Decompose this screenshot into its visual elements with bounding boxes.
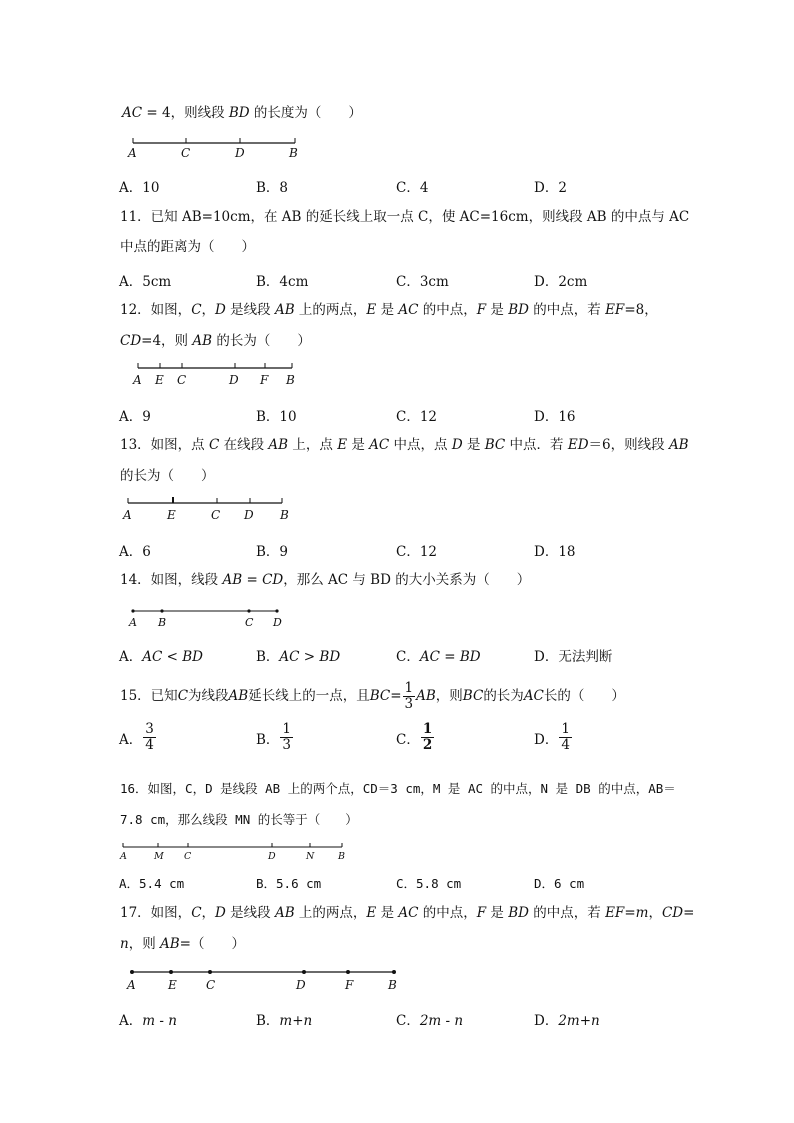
q11-line2: 中点的距离为（ ） — [120, 239, 255, 255]
q16-label-c: C — [184, 851, 192, 862]
q17-line1 — [120, 904, 694, 922]
q13-line2: 的长为（ ） — [120, 468, 215, 484]
q17-figure — [126, 966, 406, 994]
option-text: 2m - n — [419, 1013, 464, 1029]
q15-ab: AB — [228, 688, 249, 704]
text-run: 的中点， — [418, 905, 477, 921]
text-run: 17．如图， — [120, 905, 192, 921]
option-letter: A． — [119, 180, 143, 196]
q14-line1 — [120, 571, 530, 589]
option-letter: A． — [119, 274, 143, 290]
q16-figure — [120, 842, 350, 864]
text-run: 的中点，若 — [528, 905, 606, 921]
q11-option-a — [119, 270, 171, 290]
text-run: BD — [508, 905, 529, 921]
option-text: 6 cm — [554, 876, 585, 891]
text-run: BD — [228, 105, 250, 121]
option-letter: A． — [119, 876, 140, 891]
q16-label-d: D — [268, 851, 276, 862]
text-run: AC — [398, 302, 419, 318]
text-run: 是 — [486, 302, 509, 318]
q15-bc: BC — [369, 688, 391, 704]
q13-label-e: E — [167, 508, 176, 522]
q13-label-d: D — [244, 508, 254, 522]
text-run: ， — [648, 905, 662, 921]
q15-ab2: AB — [416, 688, 436, 704]
q17-label-f: F — [345, 978, 354, 992]
text-run: F — [476, 302, 487, 318]
text-run: C — [191, 905, 202, 921]
text-run: EF — [605, 905, 625, 921]
q16-label-b: B — [338, 851, 345, 862]
q10-label-d: D — [235, 146, 245, 160]
option-text: 10 — [142, 180, 160, 196]
q13-figure — [120, 496, 295, 524]
q17-label-e: E — [168, 978, 177, 992]
text-run: n — [120, 936, 129, 952]
text-run: 是线段 — [225, 302, 275, 318]
q11-option-d — [534, 270, 587, 290]
text-run: AB — [668, 437, 689, 453]
option-letter: D． — [534, 180, 559, 196]
q17-option-c — [396, 1009, 463, 1029]
text-run: D — [215, 905, 226, 921]
text-run: D — [451, 437, 463, 453]
option-letter: D． — [534, 649, 559, 665]
frac-num: 3 — [145, 721, 154, 737]
text-run: 中点．若 — [505, 437, 568, 453]
q16-option-c — [396, 874, 461, 892]
text-run: 上，点 — [288, 437, 338, 453]
text-run: AC — [122, 105, 143, 121]
q14-option-a — [119, 645, 203, 665]
q15-option-c — [396, 722, 435, 753]
text-run: AC — [369, 437, 390, 453]
text-run: AB — [222, 572, 243, 588]
q12-option-a — [119, 405, 151, 425]
text-run: = — [624, 905, 636, 921]
option-letter: A． — [119, 544, 143, 560]
q15-option-a — [119, 722, 157, 753]
q15-post3: 长的（ ） — [543, 688, 625, 704]
text-run: CD — [120, 333, 142, 349]
q14-label-d: D — [273, 616, 282, 629]
q12-option-c — [396, 405, 437, 425]
text-run: 上的两点， — [294, 905, 367, 921]
q10-label-c: C — [181, 146, 191, 160]
q16-line1: 16．如图，C，D 是线段 AB 上的两个点，CD＝3 cm，M 是 AC 的中点，N 是 DB 的中点，AB＝ — [120, 781, 676, 796]
q16-label-a: A — [120, 851, 127, 862]
q11-line1: 11．已知 AB=10cm，在 AB 的延长线上取一点 C，使 AC=16cm，则线段 AB 的中点与 AC — [120, 209, 690, 225]
q10-figure — [125, 136, 305, 160]
option-text: 18 — [558, 544, 576, 560]
text-run: 是 — [376, 905, 399, 921]
q15-c: C — [177, 688, 189, 704]
option-letter: C． — [396, 409, 420, 425]
option-text: 4 — [419, 180, 429, 196]
frac-num: 1 — [282, 721, 292, 737]
text-run: 中点，点 — [389, 437, 452, 453]
q14-figure — [128, 606, 288, 630]
option-letter: D． — [534, 409, 559, 425]
q17-option-b — [256, 1009, 312, 1029]
frac-den: 4 — [561, 737, 570, 753]
q12-option-b — [256, 405, 297, 425]
text-run: 的长度为（ ） — [249, 105, 362, 121]
option-letter: A． — [119, 409, 143, 425]
option-fraction — [143, 722, 156, 753]
q12-line2 — [120, 332, 311, 350]
text-run: 13．如图，点 — [120, 437, 209, 453]
text-run: CD — [661, 905, 684, 921]
q12-label-c: C — [177, 373, 187, 387]
text-run: AB — [274, 302, 295, 318]
option-text: 10 — [279, 409, 297, 425]
option-letter: B． — [256, 649, 280, 665]
option-letter: B． — [256, 731, 280, 748]
text-run: = — [683, 905, 695, 921]
text-run: = — [242, 572, 263, 588]
text-run: F — [476, 905, 487, 921]
q16-label-m: M — [154, 851, 164, 862]
q13-label-a: A — [123, 508, 132, 522]
option-text: 5cm — [142, 274, 172, 290]
option-fraction — [559, 722, 572, 753]
option-letter: B． — [256, 274, 280, 290]
q15-option-d — [534, 722, 573, 753]
text-run: C — [191, 302, 202, 318]
option-letter: B． — [256, 409, 280, 425]
option-letter: D． — [534, 876, 555, 891]
text-run: 的中点，若 — [528, 302, 606, 318]
option-text: 2cm — [558, 274, 588, 290]
q12-label-f: F — [260, 373, 269, 387]
option-letter: B． — [256, 1013, 280, 1029]
q14-option-d — [534, 645, 612, 665]
option-letter: B． — [256, 876, 277, 891]
text-run: E — [366, 302, 377, 318]
text-run: =4，则 — [141, 333, 193, 349]
q10-label-b: B — [289, 146, 298, 160]
text-run: 的长为（ ） — [212, 333, 311, 349]
q10-label-a: A — [128, 146, 137, 160]
frac-den: 2 — [422, 737, 433, 753]
frac-num: 1 — [561, 721, 570, 737]
q14-option-b — [256, 645, 340, 665]
option-letter: C． — [396, 544, 420, 560]
text-run: = 4，则线段 — [142, 105, 229, 121]
text-run: 14．如图，线段 — [120, 572, 223, 588]
q13-line1 — [120, 436, 689, 454]
q15-stem — [120, 679, 625, 713]
q15-pre: 15．已知 — [120, 688, 178, 704]
option-text: 5.4 cm — [139, 876, 185, 891]
text-run: 是 — [347, 437, 370, 453]
text-run: AC — [398, 905, 419, 921]
option-text: 无法判断 — [558, 649, 613, 665]
option-text: m - n — [142, 1013, 177, 1029]
q13-option-b — [256, 540, 288, 560]
option-letter: C． — [396, 274, 420, 290]
text-run: 是 — [376, 302, 399, 318]
text-run: CD — [262, 572, 284, 588]
q13-label-b: B — [280, 508, 289, 522]
text-run: E — [337, 437, 348, 453]
text-run: 是 — [462, 437, 485, 453]
q13-label-c: C — [211, 508, 221, 522]
option-letter: A． — [119, 649, 143, 665]
text-run: AB — [160, 936, 180, 952]
q12-label-b: B — [286, 373, 295, 387]
q17-option-a — [119, 1009, 177, 1029]
option-text: AC = BD — [419, 649, 481, 665]
q16-option-b — [256, 874, 321, 892]
text-run: AB — [268, 437, 289, 453]
q15-mid: 为线段 — [188, 688, 229, 704]
option-letter: B． — [256, 180, 280, 196]
text-run: m — [635, 905, 649, 921]
q16-option-a — [119, 874, 184, 892]
q16-option-d — [534, 874, 584, 892]
text-run: D — [215, 302, 226, 318]
text-run: ED — [567, 437, 589, 453]
text-run: 12．如图， — [120, 302, 192, 318]
text-run: C — [208, 437, 220, 453]
option-letter: C． — [396, 876, 417, 891]
option-text: 8 — [279, 180, 289, 196]
q12-label-d: D — [229, 373, 239, 387]
q15-eq: = — [390, 688, 402, 704]
option-letter: C． — [396, 180, 420, 196]
option-letter: D． — [534, 731, 559, 748]
option-fraction — [421, 722, 434, 753]
option-text: AC > BD — [279, 649, 341, 665]
frac-num: 1 — [422, 721, 433, 737]
q15-ac: AC — [523, 688, 544, 704]
text-run: ， — [201, 302, 216, 318]
q14-label-a: A — [129, 616, 137, 629]
option-text: 9 — [279, 544, 289, 560]
text-run: ，那么 AC 与 BD 的大小关系为（ ） — [283, 572, 531, 588]
option-letter: A． — [119, 1013, 143, 1029]
q10-option-d — [534, 176, 567, 196]
option-text: 2 — [558, 180, 567, 196]
q10-stem — [122, 104, 362, 122]
text-run: ， — [201, 905, 216, 921]
q17-label-a: A — [127, 978, 136, 992]
q14-label-c: C — [245, 616, 254, 629]
text-run: BC — [484, 437, 506, 453]
option-text: 9 — [142, 409, 151, 425]
q17-line2 — [120, 935, 245, 953]
option-letter: D． — [534, 544, 559, 560]
option-text: 5.8 cm — [416, 876, 462, 891]
option-text: 12 — [419, 544, 438, 560]
text-run: AB — [192, 333, 213, 349]
option-text: AC < BD — [142, 649, 203, 665]
q15-mid2: 延长线上的一点，且 — [248, 688, 370, 704]
q13-option-a — [119, 540, 151, 560]
option-letter: A． — [119, 731, 143, 748]
q11-option-b — [256, 270, 308, 290]
q10-option-a — [119, 176, 159, 196]
text-run: 的中点， — [418, 302, 477, 318]
option-letter: C． — [396, 1013, 420, 1029]
option-text: 16 — [558, 409, 576, 425]
option-text: 12 — [419, 409, 438, 425]
option-text: 3cm — [419, 274, 449, 290]
option-letter: D． — [534, 1013, 559, 1029]
q12-label-e: E — [155, 373, 164, 387]
text-run: 在线段 — [219, 437, 269, 453]
q12-label-a: A — [133, 373, 142, 387]
q15-frac-num: 1 — [404, 679, 414, 696]
q17-label-d: D — [296, 978, 306, 992]
q15-post1: ，则 — [435, 688, 463, 704]
frac-den: 4 — [145, 737, 154, 753]
text-run: =（ ） — [179, 936, 245, 952]
q17-option-d — [534, 1009, 600, 1029]
q15-frac-den: 3 — [404, 695, 414, 712]
q15-bc2: BC — [462, 688, 484, 704]
option-letter: C． — [396, 731, 420, 748]
text-run: EF — [605, 302, 625, 318]
option-text: m+n — [279, 1013, 313, 1029]
text-run: E — [366, 905, 377, 921]
q16-line2: 7.8 cm，那么线段 MN 的长等于（ ） — [120, 812, 358, 827]
q10-option-c — [396, 176, 428, 196]
option-letter: C． — [396, 649, 420, 665]
option-text: 6 — [142, 544, 151, 560]
text-run: =8， — [624, 302, 658, 318]
text-run: AB — [274, 905, 295, 921]
q14-option-c — [396, 645, 481, 665]
option-text: 2m+n — [558, 1013, 600, 1029]
option-letter: B． — [256, 544, 280, 560]
text-run: 是 — [486, 905, 509, 921]
q13-option-d — [534, 540, 576, 560]
option-text: 4cm — [279, 274, 309, 290]
q15-option-b — [256, 722, 294, 753]
text-run: 是线段 — [225, 905, 275, 921]
q17-label-c: C — [206, 978, 216, 992]
text-run: ＝6，则线段 — [588, 437, 669, 453]
q12-option-d — [534, 405, 576, 425]
text-run: 上的两点， — [294, 302, 367, 318]
q15-fraction — [403, 681, 416, 712]
text-run: ，则 — [128, 936, 160, 952]
q11-option-c — [396, 270, 449, 290]
q12-figure — [132, 362, 302, 388]
q10-option-b — [256, 176, 288, 196]
option-letter: D． — [534, 274, 559, 290]
q16-label-n: N — [306, 851, 315, 862]
q15-post2: 的长为 — [483, 688, 524, 704]
frac-den: 3 — [282, 737, 292, 753]
q17-label-b: B — [388, 978, 397, 992]
q14-label-b: B — [158, 616, 167, 629]
option-text: 5.6 cm — [276, 876, 322, 891]
text-run: BD — [508, 302, 529, 318]
q13-option-c — [396, 540, 437, 560]
q12-line1 — [120, 301, 658, 319]
option-fraction — [280, 722, 293, 753]
